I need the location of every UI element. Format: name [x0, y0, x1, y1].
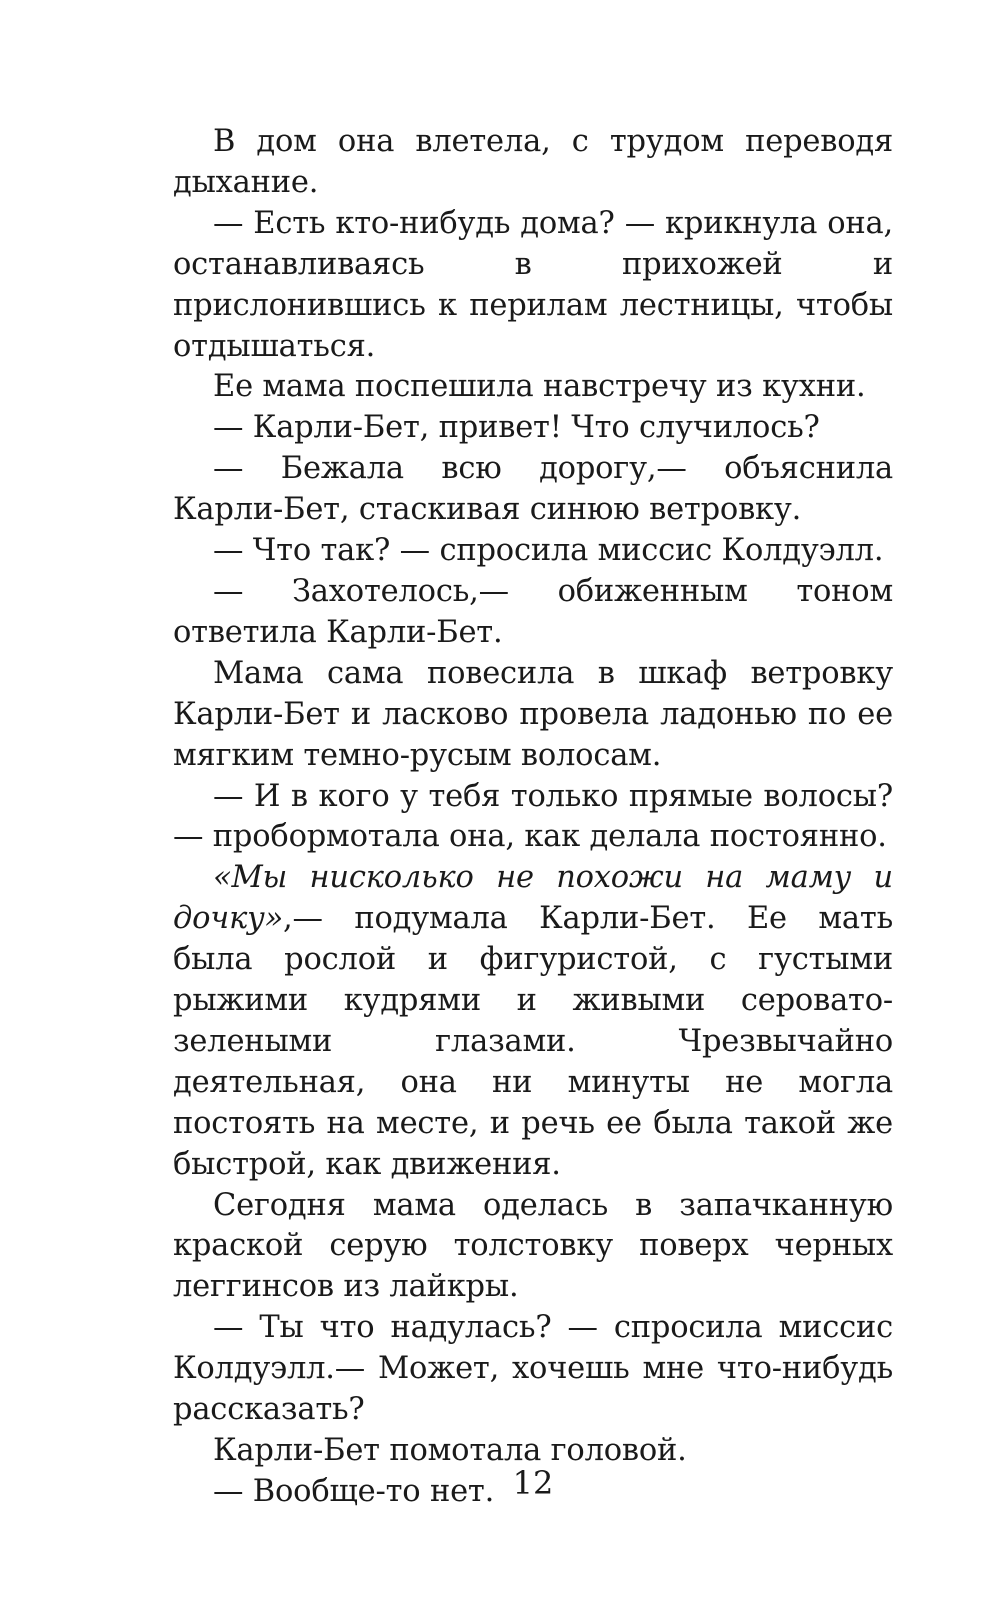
paragraph: В дом она влетела, с трудом переводя дыхание. — [173, 124, 893, 200]
paragraph: Карли-Бет помотала головой. — [213, 1433, 687, 1468]
book-page — [173, 0, 893, 1616]
paragraph: — Бежала всю дорогу,— объяснила Карли-Бет, стаскивая синюю ветровку. — [173, 451, 893, 528]
body-text — [173, 122, 893, 1513]
paragraph: — И в кого у тебя только прямые волосы? — пробормотала она, как делала постоянно. — [173, 778, 893, 855]
italic-thought: «Мы нисколько не похожи на маму и дочку» — [173, 860, 893, 937]
paragraph: — Карли-Бет, привет! Что случилось? — [213, 410, 820, 446]
paragraph: — Вообще-то нет. — [213, 1473, 495, 1509]
paragraph: — Что так? — спросила миссис Колдуэлл. — [213, 533, 884, 569]
paragraph: Ее мама поспешила навстречу из кухни. — [213, 369, 866, 405]
paragraph: — Захотелось,— обиженным тоном ответила Карли-Бет. — [173, 573, 893, 650]
paragraph: — Есть кто-нибудь дома? — крикнула она, останавливаясь в прихожей и прислонившись к перилам лестницы, чтобы отдышаться. — [173, 205, 893, 364]
paragraph: Мама сама повесила в шкаф ветровку Карли-Бет и ласково провела ладонью по ее мягким темно-русым волосам. — [173, 655, 893, 773]
page-number: 12 — [512, 1464, 554, 1502]
paragraph: — Ты что надулась? — спросила миссис Колдуэлл.— Может, хочешь мне что-нибудь рассказать? — [173, 1310, 893, 1428]
thought-continuation: ,— подумала Карли-Бет. Ее мать была рослой и фигуристой, с густыми рыжими кудрями и живыми серовато-зелеными глазами. Чрезвычайно деятельная, она ни минуты не могла постоять на месте, и речь ее была такой же быстрой, как движения. — [173, 901, 893, 1182]
paragraph-thought — [173, 858, 893, 1185]
paragraph: Сегодня мама оделась в запачканную краской серую толстовку поверх черных леггинсов из лайкры. — [173, 1187, 893, 1305]
